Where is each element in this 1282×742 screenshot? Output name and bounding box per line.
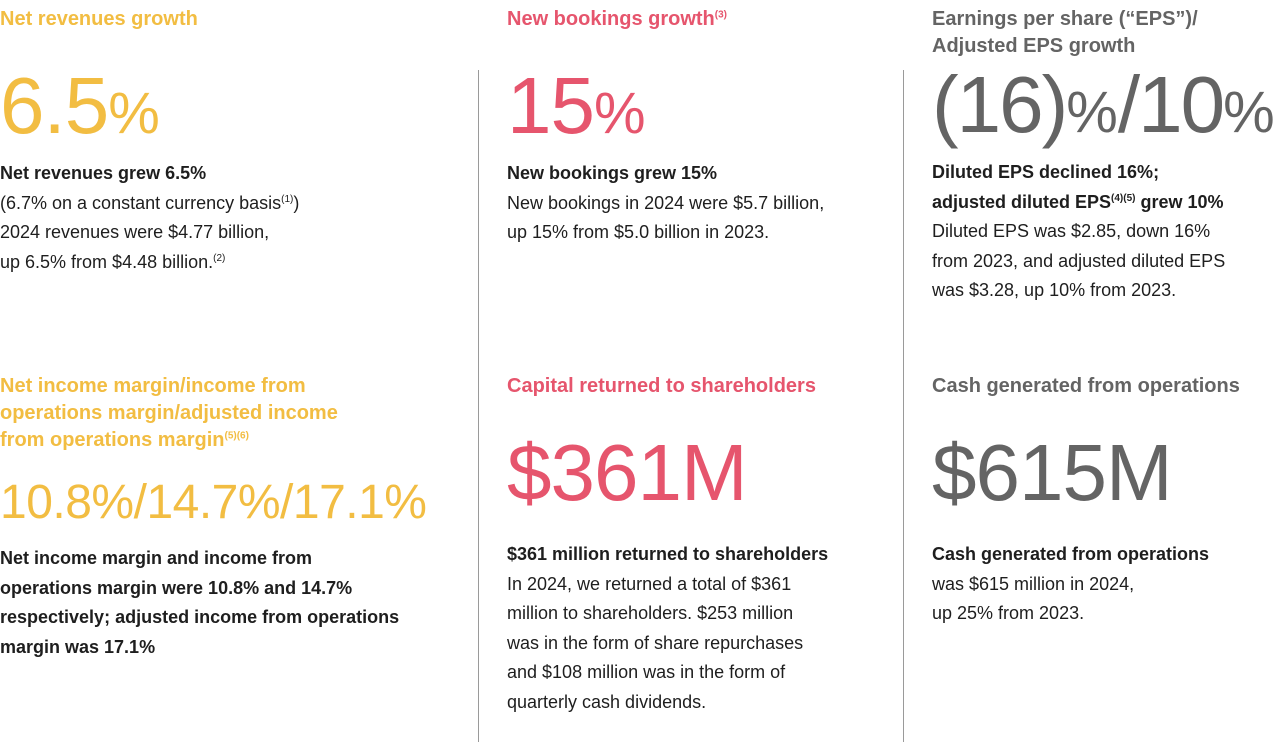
eps-line: from 2023, and adjusted diluted EPS (932, 250, 1226, 271)
net-income-margin-summary: margin was 17.1% (0, 636, 156, 657)
new-bookings-line: up 15% from $5.0 billion in 2023. (507, 222, 770, 242)
capital-returned-line: and $108 million was in the form of (507, 662, 786, 682)
capital-returned-summary: $361 million returned to shareholders (507, 544, 829, 564)
column-divider-left (478, 70, 479, 742)
cash-generated-line: was $615 million in 2024, (932, 573, 1135, 594)
net-income-margin-value: 10.8%/14.7%/17.1% (0, 476, 427, 529)
cash-generated-block (932, 373, 1282, 629)
capital-returned-line: quarterly cash dividends. (507, 691, 707, 712)
new-bookings-line: New bookings in 2024 were $5.7 billion, (507, 192, 825, 213)
cash-generated-heading: Cash generated from operations (932, 375, 1240, 397)
column-divider-right (903, 70, 904, 742)
capital-returned-block (507, 373, 892, 717)
net-revenues-line: (6.7% on a constant currency basis$^{(1)}$) (0, 192, 300, 213)
net-revenues-heading: Net revenues growth (0, 8, 198, 30)
net-revenues-block (0, 6, 470, 277)
new-bookings-value: 15% (507, 61, 646, 150)
eps-summary: adjusted diluted $EPS^{(4)(5)}$ grew 10% (932, 191, 1224, 212)
net-income-margin-summary: respectively; adjusted income from operations (0, 607, 400, 627)
net-revenues-line: up 6.5% from $4.48 billion.$^{(2)}$ (0, 251, 226, 272)
net-revenues-line: 2024 revenues were $4.77 billion, (0, 222, 270, 242)
eps-block (932, 6, 1282, 306)
capital-returned-value: $361M (507, 428, 747, 517)
net-revenues-value: 6.5% (0, 61, 160, 150)
cash-generated-summary: Cash generated from operations (932, 544, 1210, 564)
net-income-margin-heading: Net income margin/income from operations margin/adjusted income from operations margin$^{(5)(6)}$ (0, 375, 338, 451)
new-bookings-heading: New bookings growth$^{(3)}$ (507, 8, 728, 30)
eps-line: was $3.28, up 10% from 2023. (932, 280, 1177, 300)
capital-returned-line: In 2024, we returned a total of $361 (507, 573, 792, 594)
net-revenues-summary: Net revenues grew 6.5% (0, 163, 207, 183)
net-income-margin-block (0, 373, 470, 662)
cash-generated-line: up 25% from 2023. (932, 603, 1085, 623)
capital-returned-line: million to shareholders. $253 million (507, 603, 794, 623)
eps-heading: Earnings per share (“EPS”)/ Adjusted EPS growth (932, 8, 1198, 57)
eps-line: Diluted EPS was $2.85, down 16% (932, 221, 1211, 241)
new-bookings-summary: New bookings grew 15% (507, 163, 718, 183)
capital-returned-heading: Capital returned to shareholders (507, 375, 816, 397)
new-bookings-block (507, 6, 892, 248)
eps-value: (16)%/10% (932, 60, 1275, 149)
net-income-margin-summary: operations margin were 10.8% and 14.7% (0, 577, 353, 598)
capital-returned-line: was in the form of share repurchases (507, 632, 804, 653)
eps-summary: Diluted EPS declined 16%; (932, 162, 1160, 182)
net-income-margin-summary: Net income margin and income from (0, 548, 313, 568)
cash-generated-value: $615M (932, 428, 1172, 517)
